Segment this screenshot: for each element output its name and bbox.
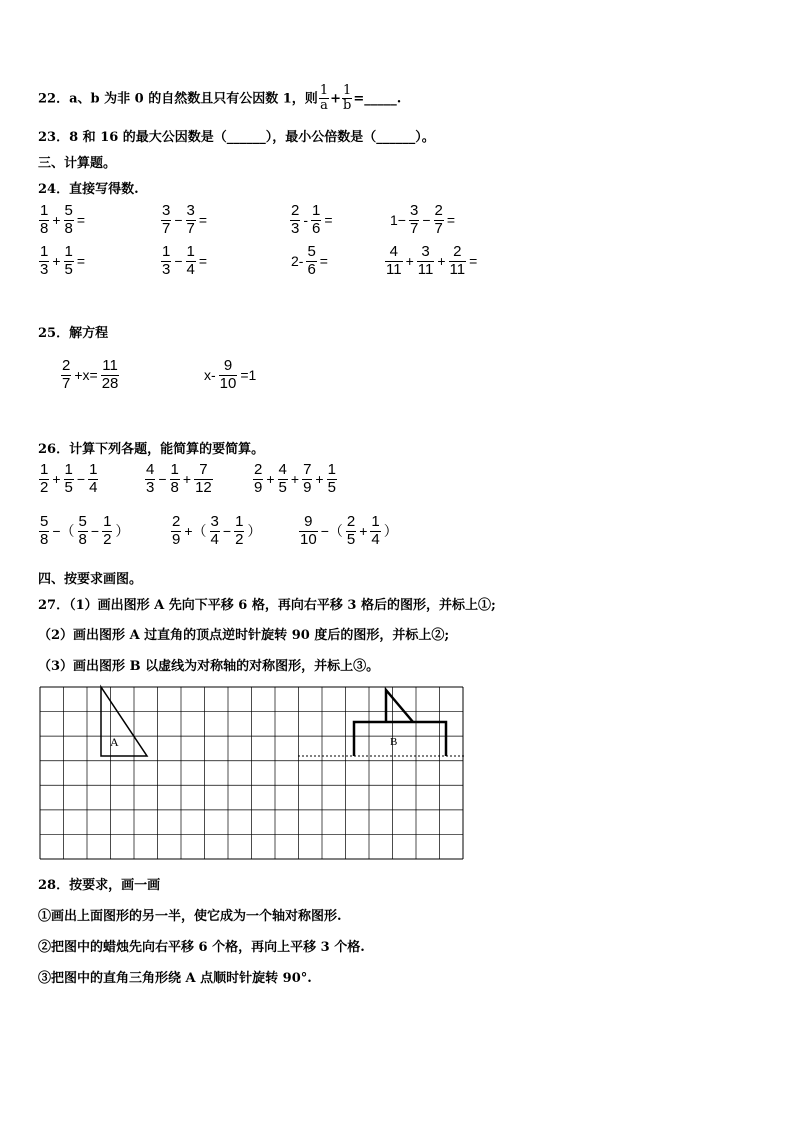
q24-item-4: 1− $\frac{3}{7}$ − $\frac{2}{7}$ = [390,202,456,237]
section-3-heading: 三、计算题。 [38,156,117,171]
q23: 23．8 和 16 的最大公因数是（______），最小公倍数是（______）。 [38,130,435,145]
q26-expr-3: $\frac{2}{9}$ + $\frac{4}{5}$ + $\frac{7}{9}$ + $\frac{1}{5}$ [254,461,336,496]
q24-title: 24．直接写得数. [38,182,139,197]
q27-line-1: 27．（1）画出图形 A 先向下平移 6 格，再向右平移 3 格后的图形，并标上①; [38,598,496,613]
grid-lines [40,687,463,859]
q24-item-6: $\frac{1}{3}$ − $\frac{1}{4}$ = [162,243,208,278]
q25-equation-1: $\frac{2}{7}$ +x= $\frac{11}{28}$ [62,357,119,392]
q24-item-2: $\frac{3}{7}$ − $\frac{3}{7}$ = [162,202,208,237]
shape-b-flag [386,690,413,722]
triangle-a [101,687,147,756]
fraction: $\frac{1}{a}$ [319,83,329,114]
label-b: B [390,736,398,748]
fraction: $\frac{1}{b}$ [343,83,352,114]
q24-item-7: 2- $\frac{5}{6}$ = [291,243,328,278]
shape-b-body [354,722,446,756]
q24-item-3: $\frac{2}{3}$ - $\frac{1}{6}$ = [291,202,333,237]
q25-equation-2: x- $\frac{9}{10}$ =1 [204,357,257,392]
section-4-heading: 四、按要求画图。 [38,572,143,587]
q26-expr-5: $\frac{2}{9}$ +（ $\frac{3}{4}$ − $\frac{1}{2}$ ） [172,513,262,548]
q28-line-3: ③把图中的直角三角形绕 A 点顺时针旋转 90°. [38,971,312,986]
label-a: A [110,735,119,749]
q27-line-3: （3）画出图形 B 以虚线为对称轴的对称图形，并标上③。 [38,659,380,674]
q28-line-2: ②把图中的蜡烛先向右平移 6 个格，再向上平移 3 个格. [38,940,365,955]
q25-title: 25．解方程 [38,326,109,341]
q26-title: 26．计算下列各题，能简算的要简算。 [38,442,265,457]
q26-expr-1: $\frac{1}{2}$ + $\frac{1}{5}$ − $\frac{1}{4}$ [40,461,98,496]
q26-expr-2: $\frac{4}{3}$ − $\frac{1}{8}$ + $\frac{7}{12}$ [146,461,212,496]
q22: 22．a、b 为非 0 的自然数且只有公因数 1，则 $\frac{1}{a}$ + $\frac{1}{b}$ =_____. [38,83,402,114]
q26-expr-6: $\frac{9}{10}$ −（ $\frac{2}{5}$ + $\frac{1}{4}$ ） [300,513,398,548]
q24-item-5: $\frac{1}{3}$ + $\frac{1}{5}$ = [40,243,86,278]
q27-line-2: （2）画出图形 A 过直角的顶点逆时针旋转 90 度后的图形，并标上②; [38,628,450,643]
q24-item-1: $\frac{1}{8}$ + $\frac{5}{8}$ = [40,202,86,237]
q26-expr-4: $\frac{5}{8}$ −（ $\frac{5}{8}$ − $\frac{1}{2}$ ） [40,513,130,548]
q24-item-8: $\frac{4}{11}$ + $\frac{3}{11}$ + $\frac{2}{11}$ = [386,243,478,278]
q28-title: 28．按要求，画一画 [38,878,161,893]
q28-line-1: ①画出上面图形的另一半，使它成为一个轴对称图形. [38,909,342,924]
